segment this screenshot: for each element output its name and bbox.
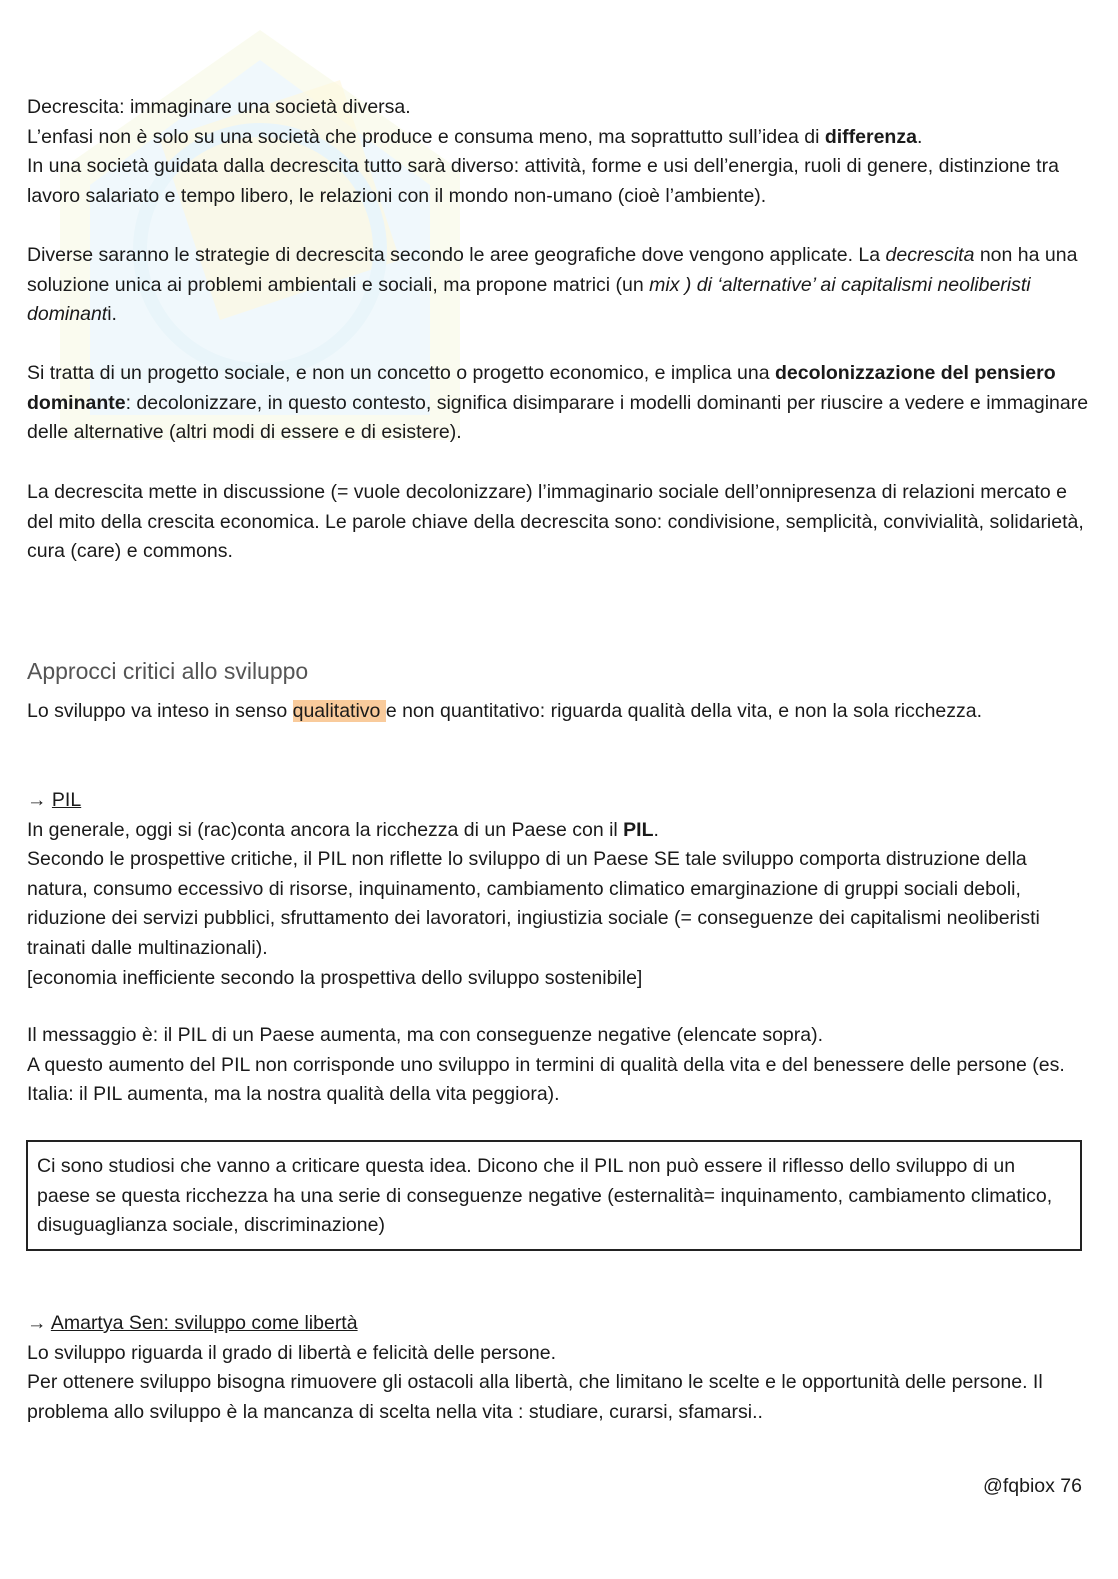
italic-alternative: mix ) di ‘alternative’ ai capitalismi neoliberisti dominant xyxy=(27,273,1031,326)
messaggio-paragraph xyxy=(27,1021,1091,1110)
arrow-icon: → xyxy=(27,789,52,811)
strategie-text xyxy=(27,241,1091,330)
text-run: In generale, oggi si (rac)conta ancora la ricchezza di un Paese con il xyxy=(27,818,624,841)
messaggio-line-1: Il messaggio è: il PIL di un Paese aumenta, ma con conseguenze negative (elencate sopra). xyxy=(27,1024,824,1046)
pil-section xyxy=(27,786,1091,993)
arrow-icon: → xyxy=(27,1312,51,1334)
boxed-note xyxy=(26,1140,1082,1251)
italic-decrescita: decrescita xyxy=(885,244,975,266)
immaginario-paragraph xyxy=(27,478,1091,567)
messaggio-line-2: A questo aumento del PIL non corrisponde uno sviluppo in termini di qualità della vita e del benessere delle persone (es. Italia: il PIL aumenta, ma la nostra qualità della vita peggiora). xyxy=(27,1053,1065,1106)
bold-decolonizzazione: decolonizzazione del pensiero dominante xyxy=(27,362,1056,414)
pil-line-2: Secondo le prospettive critiche, il PIL non riflette lo sviluppo di un Paese SE tale sviluppo comporta distruzione della natura, consumo eccessivo di risorse, inquinamento, cambiamento climatico emarginazione di gruppi sociali deboli, riduzione dei servizi pubblici, sfruttamento dei lavoratori, ingiustizia sociale (= conseguenze dei capitalismi neoliberisti trainati dalle multinazionali). xyxy=(27,848,1040,959)
approcci-paragraph xyxy=(27,697,1091,727)
sen-line-2: Per ottenere sviluppo bisogna rimuovere gli ostacoli alla libertà, che limitano le scelte e le opportunità delle persone. Il problema allo sviluppo è la mancanza di scelta nella vita : studiare, curarsi, sfamarsi.. xyxy=(27,1371,1043,1423)
text-run: non ha una soluzione unica ai problemi ambientali e sociali, ma propone matrici (un xyxy=(27,244,1078,296)
highlight-qualitativo: qualitativo xyxy=(292,700,386,722)
sen-line-1: Lo sviluppo riguarda il grado di libertà e felicità delle persone. xyxy=(27,1341,556,1364)
text-run: . xyxy=(916,125,923,148)
text-run: Diverse saranno le strategie di decrescita secondo le aree geografiche dove vengono applicate. La xyxy=(27,244,886,266)
section-heading-approcci: Approcci critici allo sviluppo xyxy=(27,658,309,684)
bold-pil: PIL xyxy=(623,818,654,841)
text-run: i. xyxy=(107,303,117,326)
pil-line-1 xyxy=(27,816,1091,846)
text-run: e non quantitativo: riguarda qualità della vita, e non la sola ricchezza. xyxy=(385,700,983,722)
decrescita-paragraph xyxy=(27,93,1091,211)
pil-line-3: [economia inefficiente secondo la prospettiva dello sviluppo sostenibile] xyxy=(27,966,643,989)
sen-section xyxy=(27,1309,1091,1427)
decrescita-title-line: Decrescita: immaginare una società diversa. xyxy=(27,96,411,118)
decrescita-enfasi-line xyxy=(27,123,1091,153)
progetto-paragraph xyxy=(27,359,1091,448)
text-run: Lo sviluppo va inteso in senso xyxy=(27,700,293,722)
immaginario-text: La decrescita mette in discussione (= vuole decolonizzare) l’immaginario sociale dell’onnipresenza di relazioni mercato e del mito della crescita economica. Le parole chiave della decrescita sono: condivisione, semplicità, convivialità, solidarietà, cura (care) e commons. xyxy=(27,481,1084,563)
sen-heading-label: Amartya Sen: sviluppo come libertà xyxy=(50,1312,358,1334)
text-run: Si tratta di un progetto sociale, e non un concetto o progetto economico, e implica una xyxy=(27,362,775,384)
text-run: . xyxy=(653,818,659,841)
decrescita-diverso-line: In una società guidata dalla decrescita tutto sarà diverso: attività, forme e usi dell’energia, ruoli di genere, distinzione tra lavoro salariato e tempo libero, le relazioni con il mondo non-umano (cioè l’ambiente). xyxy=(27,155,1059,207)
pil-heading-label: PIL xyxy=(51,789,82,811)
page-footer: @fqbiox 76 xyxy=(983,1475,1082,1497)
text-run: : decolonizzare, in questo contesto, significa disimparare i modelli dominanti per riuscire a vedere e immaginare delle alternative (altri modi di essere e di esistere). xyxy=(27,391,1089,444)
boxed-note-text: Ci sono studiosi che vanno a criticare questa idea. Dicono che il PIL non può essere il riflesso dello sviluppo di un paese se questa ricchezza ha una serie di conseguenze negative (esternalità= inquinamento, cambiamento climatico, disuguaglianza sociale, discriminazione) xyxy=(37,1155,1053,1237)
sen-heading xyxy=(27,1309,1091,1339)
pil-heading xyxy=(27,786,1091,816)
progetto-text xyxy=(27,359,1091,448)
bold-differenza: differenza xyxy=(824,125,917,148)
text-run: L’enfasi non è solo su una società che produce e consuma meno, ma soprattutto sull’idea di xyxy=(27,125,825,148)
strategie-paragraph xyxy=(27,241,1091,330)
approcci-text xyxy=(27,697,1091,727)
